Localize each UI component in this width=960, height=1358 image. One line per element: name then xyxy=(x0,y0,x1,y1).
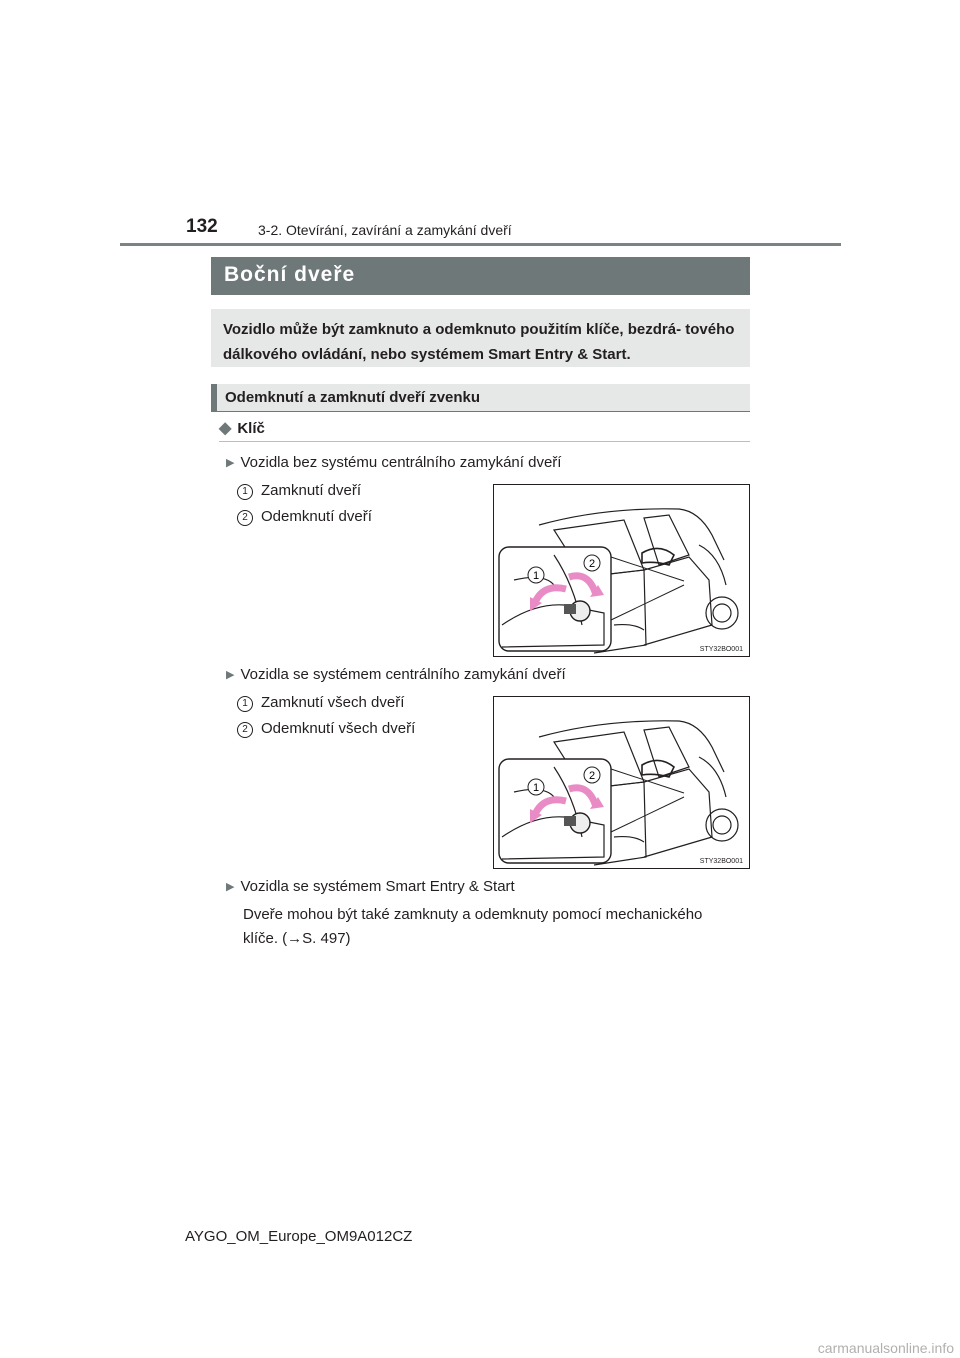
bullet-text: Vozidla se systémem Smart Entry & Start xyxy=(240,878,515,895)
bullet-item xyxy=(226,878,515,895)
numbered-item-label: Zamknutí všech dveří xyxy=(261,694,405,711)
door-lock-figure xyxy=(493,696,750,869)
intro-box xyxy=(211,309,750,367)
number-badge: 1 xyxy=(237,484,253,500)
footer-code: AYGO_OM_Europe_OM9A012CZ xyxy=(185,1228,413,1245)
numbered-item xyxy=(237,482,361,500)
section-title: Klíč xyxy=(237,420,265,437)
callout-2: 2 xyxy=(588,558,596,570)
figure-code: STY32BO001 xyxy=(699,858,743,865)
section-rule xyxy=(219,441,750,442)
car-door-illustration xyxy=(494,485,749,656)
callout-1: 1 xyxy=(532,782,540,794)
numbered-item-label: Odemknutí všech dveří xyxy=(261,720,416,737)
section-heading xyxy=(219,418,265,438)
number-badge: 2 xyxy=(237,510,253,526)
subheader: Odemknutí a zamknutí dveří zvenku xyxy=(211,384,750,412)
triangle-right-icon: ▶ xyxy=(226,457,235,469)
numbered-item xyxy=(237,720,415,738)
intro-text: Vozidlo může být zamknuto a odemknuto použitím klíče, bezdrá- tového dálkového ovládání, nebo systémem Smart Entry & Start. xyxy=(223,321,735,363)
watermark: carmanualsonline.info xyxy=(817,1340,954,1356)
door-lock-figure xyxy=(493,484,750,657)
numbered-item xyxy=(237,694,404,712)
callout-1: 1 xyxy=(532,570,540,582)
bullet-item xyxy=(226,454,561,471)
number-badge: 2 xyxy=(237,722,253,738)
triangle-right-icon: ▶ xyxy=(226,881,235,893)
number-badge: 1 xyxy=(237,696,253,712)
numbered-item-label: Zamknutí dveří xyxy=(261,482,362,499)
body-text-line: Dveře mohou být také zamknuty a odemknuty pomocí mechanického xyxy=(243,906,703,923)
bullet-text: Vozidla bez systému centrálního zamykání dveří xyxy=(240,454,562,471)
numbered-item-label: Odemknutí dveří xyxy=(261,508,372,525)
body-text-line: klíče. (→S. 497) xyxy=(243,930,351,947)
subheader-rule xyxy=(211,411,750,412)
page-title: Boční dveře xyxy=(211,257,750,295)
car-door-illustration xyxy=(494,697,749,868)
header-rule xyxy=(120,243,841,246)
figure-code: STY32BO001 xyxy=(699,646,743,653)
triangle-right-icon: ▶ xyxy=(226,669,235,681)
bullet-item xyxy=(226,666,566,683)
callout-2: 2 xyxy=(588,770,596,782)
diamond-icon: ◆ xyxy=(219,420,232,437)
bullet-text: Vozidla se systémem centrálního zamykání dveří xyxy=(240,666,566,683)
chapter-title: 3-2. Otevírání, zavírání a zamykání dveří xyxy=(258,222,512,238)
numbered-item xyxy=(237,508,372,526)
page-number: 132 xyxy=(186,216,218,237)
